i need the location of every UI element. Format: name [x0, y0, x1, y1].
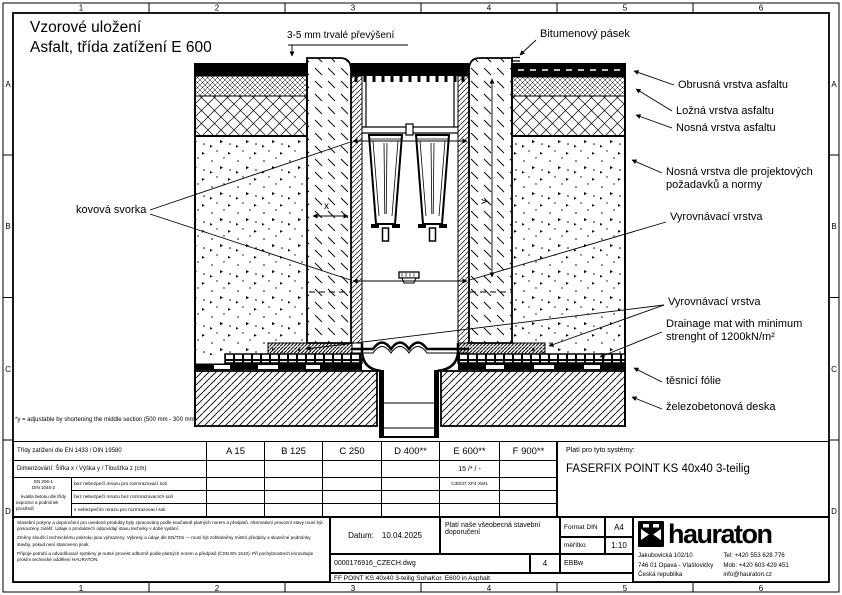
- file-name: 0000176916_CZECH.dwg: [330, 554, 530, 573]
- exposure-row-label: s nebezpečím mrazu pro rozmrazovací soli: [72, 504, 207, 518]
- drawing-title-line1: Vzorové uložení: [30, 19, 142, 36]
- drawing-title-line2: Asfalt, třída zatížení E 600: [30, 39, 212, 57]
- grid-col-label: 5: [622, 584, 628, 593]
- address-line: Česká republika: [638, 571, 683, 579]
- grid-col-label: 6: [758, 3, 764, 13]
- format-value: A4: [605, 517, 633, 537]
- concrete-norm-block: [14, 478, 72, 518]
- sheet-number: 4: [530, 554, 560, 573]
- systems-label: Platí pro tyto systémy:: [566, 447, 635, 454]
- grid-row-label: C: [831, 365, 837, 374]
- drawing-title: [30, 18, 212, 58]
- document-title: FF POINT KS 40x40 3-teilig SohaKor. E600 in Asphalt: [330, 573, 633, 583]
- label-base-layer-note: Nosná vrstva dle projektových požadavků a normy: [666, 166, 813, 192]
- address-line: 746 01 Opava - Vlaštovičky: [638, 561, 714, 569]
- label-drainage-mat: Drainage mat with minimum strenght of 1200kN/m²: [666, 318, 803, 344]
- label-binder-course: Ložná vrstva asfaltu: [676, 105, 774, 117]
- format-label: Format DIN: [560, 517, 605, 537]
- norm-line: kvalita betonu dle třídy: [20, 494, 67, 500]
- load-class: D 400**: [382, 442, 440, 461]
- grid-row-label: B: [5, 222, 11, 231]
- label-wear-course: Obrusná vrstva asfaltu: [678, 79, 789, 91]
- scale-value: 1:10: [605, 537, 633, 554]
- grid-col-label: 2: [214, 584, 220, 593]
- grid-col-label: 3: [350, 3, 356, 13]
- disclaimer-paragraph: Stavební pokyny a doporučení pro uvedené produkty byly zpracovány podle současně platných norem a předpisů. Alternativní provozní stavy musí být posouzeny zvlášť. Údaje o produktech odpovídají stavu techniky v době vydání.: [17, 520, 323, 532]
- company-logo: [638, 520, 828, 548]
- dimensioning-label: Dimenzování: Šířka x / Výška y / Tloušťka z (cm): [14, 461, 207, 478]
- date-label: Datum:: [348, 531, 374, 540]
- load-table-header: Třídy zatížení dle EN 1433 / DIN 19580: [14, 442, 207, 461]
- channel-body: [351, 63, 469, 353]
- disclaimer-paragraph: Změny sloužící technickému pokroku jsou vyhrazeny. Výkresy a údaje dle EN/TDs — musí být zohledněny místní předpisy a skutečné podmínky stavby, pokud není stanoveno jinak.: [17, 535, 311, 547]
- load-class: F 900**: [500, 442, 558, 461]
- label-leveling-layer-bottom: Vyrovnávací vrstva: [668, 296, 761, 308]
- asphalt-layers-left: [195, 63, 307, 355]
- label-metal-clamp: kovová svorka: [76, 204, 147, 216]
- date-cell: [330, 517, 440, 554]
- label-leveling-layer-top: Vyrovnávací vrstva: [670, 211, 763, 223]
- drawing-code: EBBw: [560, 554, 633, 573]
- phone-line: Tel: +420 553 628 776: [723, 552, 785, 559]
- company-phones: [723, 551, 789, 580]
- concrete-value-e600: C30/37 XF4 XM1: [440, 478, 500, 491]
- norm-line: DIN 1045-2: [31, 485, 55, 491]
- drainage-mat: [225, 354, 625, 363]
- hauraton-logo-icon: [638, 521, 664, 547]
- grid-row-label: A: [831, 80, 837, 89]
- funnel-insert: [369, 135, 402, 241]
- company-contact: [638, 551, 828, 580]
- grid-col-label: 4: [486, 584, 492, 593]
- systems-box: [557, 441, 829, 517]
- grid-row-label: B: [831, 222, 837, 231]
- load-class: E 600**: [440, 442, 500, 461]
- grid-col-label: 2: [214, 3, 220, 13]
- load-class-table: [13, 441, 557, 517]
- company-address: [638, 551, 713, 580]
- grid-col-label: 5: [622, 3, 628, 13]
- label-base-course: Nosná vrstva asfaltu: [676, 122, 776, 134]
- scale-label: měřítko: [560, 537, 605, 554]
- dim-x-label: x: [324, 201, 329, 212]
- load-class: C 250: [323, 442, 382, 461]
- label-concrete-slab: železobetonová deska: [666, 401, 776, 413]
- dim-value-e600: 15 /* / -: [440, 461, 500, 478]
- asphalt-layers-right: [512, 63, 625, 355]
- email-line: info@hauraton.cz: [723, 571, 772, 579]
- exposure-row-label: bez nebezpečí mrazu bez rozmrazovacích solí: [72, 491, 207, 504]
- exposure-row-label: bez nebezpečí mrazu pro rozmrazovací soli: [72, 478, 207, 491]
- grid-row-label: D: [831, 507, 837, 516]
- label-sealing-foil: těsnicí fólie: [666, 375, 722, 387]
- grid-col-label: 4: [486, 3, 492, 13]
- address-line: Jakubovická 102/10: [638, 552, 693, 559]
- company-block: [633, 517, 829, 583]
- phone-line: Mob: +420 603 429 451: [723, 561, 789, 569]
- footnote: *y = adjustable by shortening the middle section (500 mm - 300 mm): [15, 417, 197, 423]
- systems-value: FASERFIX POINT KS 40x40 3-teilig: [566, 463, 750, 475]
- norm-line: EN 206-1: [33, 479, 53, 484]
- company-name: hauraton: [668, 518, 772, 549]
- grid-row-label: D: [5, 507, 11, 516]
- grid-col-label: 1: [78, 3, 84, 13]
- grid-row-label: C: [5, 365, 11, 374]
- date-value: 10.04.2025: [381, 531, 422, 540]
- validity-note-cell: Platí naše všeobecná stavební doporučení: [440, 517, 560, 554]
- concrete-slab: [195, 371, 625, 426]
- channel-wavy-bottom: [351, 343, 469, 350]
- disclaimer-notes: [13, 517, 330, 583]
- grid-col-label: 3: [350, 584, 356, 593]
- grid-row-label: A: [5, 80, 11, 89]
- label-overfill: 3-5 mm trvalé převýšení: [287, 30, 395, 41]
- funnel-insert: [416, 135, 449, 241]
- norm-line: expozice a podmínek prostředí: [16, 500, 59, 512]
- disclaimer-paragraph: Přípoje potrubí a odvodňovací systémy je nutné provést odborně podle platných norem a předpisů (ČSN EN 1610). Při pochybnostech konzultujte prosím technické oddělení HAURATON.: [17, 550, 314, 562]
- dim-y-label: y: [479, 199, 490, 204]
- sealing-foil: [195, 364, 625, 371]
- load-class: A 15: [207, 442, 265, 461]
- grid-col-label: 1: [78, 584, 84, 593]
- label-bitumen-tape: Bitumenový pásek: [540, 28, 630, 40]
- grating: [351, 63, 469, 76]
- load-class: B 125: [265, 442, 323, 461]
- grid-col-label: 6: [758, 584, 764, 593]
